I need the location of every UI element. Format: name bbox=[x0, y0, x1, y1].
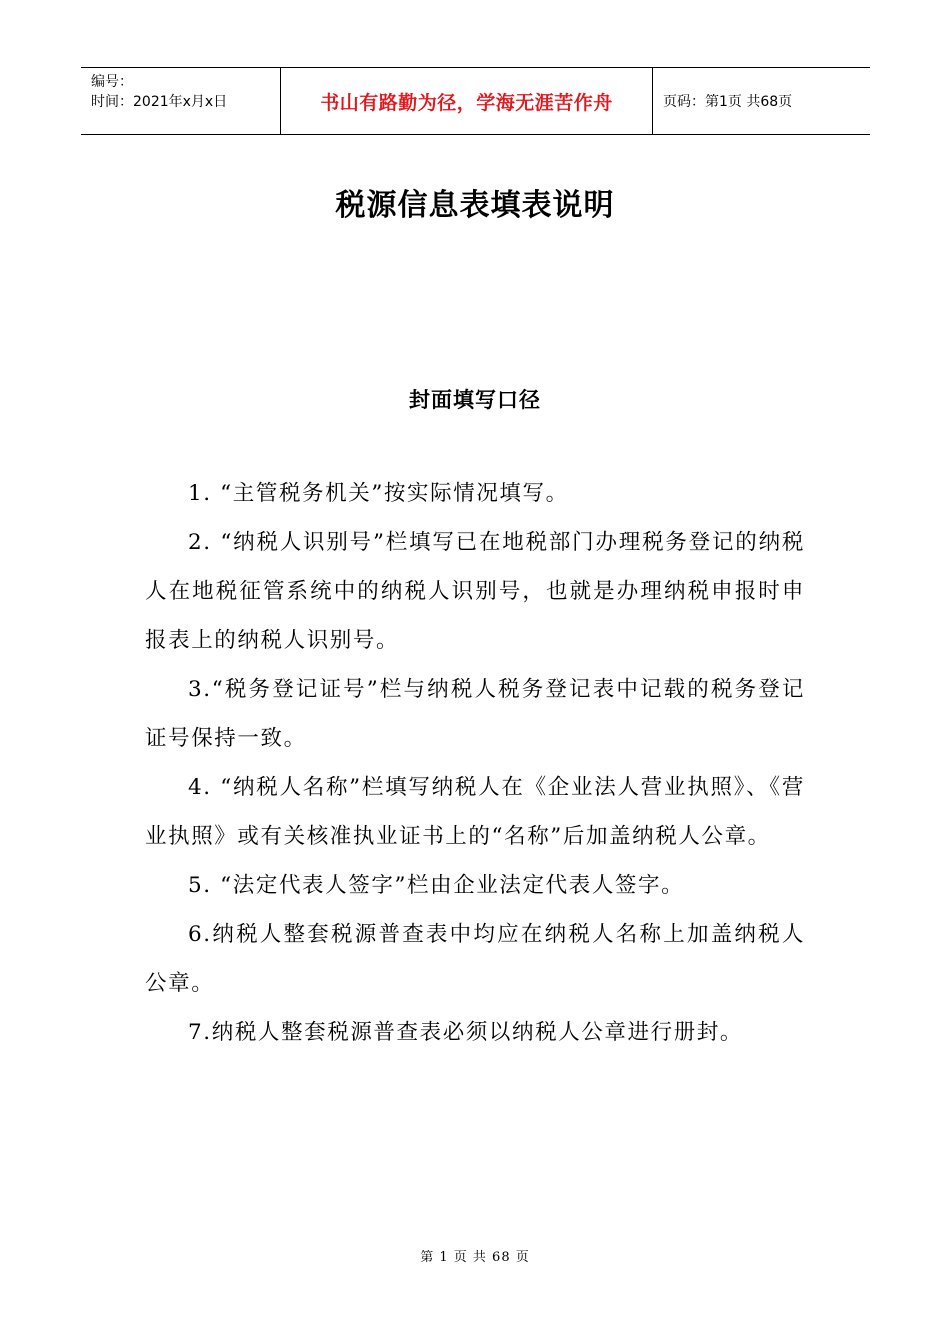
page-header bbox=[81, 67, 870, 135]
paragraph-2: 2. “纳税人识别号”栏填写已在地税部门办理税务登记的纳税人在地税征管系统中的纳税人识别号，也就是办理纳税申报时申报表上的纳税人识别号。 bbox=[145, 530, 805, 653]
header-page-info: 页码：第1页 共68页 bbox=[663, 94, 793, 110]
paragraph-6: 6.纳税人整套税源普查表中均应在纳税人名称上加盖纳税人公章。 bbox=[145, 922, 805, 996]
paragraph-1: 1. “主管税务机关”按实际情况填写。 bbox=[188, 481, 569, 506]
document-title: 税源信息表填表说明 bbox=[335, 188, 615, 223]
document-body bbox=[145, 469, 805, 1057]
header-time-label: 时间：2021年x月x日 bbox=[91, 94, 228, 110]
paragraph-5: 5. “法定代表人签字”栏由企业法定代表人签字。 bbox=[188, 873, 685, 898]
paragraph-4: 4. “纳税人名称”栏填写纳税人在《企业法人营业执照》、《营业执照》或有关核准执业证书上的“名称”后加盖纳税人公章。 bbox=[145, 775, 805, 849]
paragraph-7: 7.纳税人整套税源普查表必须以纳税人公章进行册封。 bbox=[188, 1020, 744, 1045]
header-motto: 书山有路勤为径，学海无涯苦作舟 bbox=[281, 68, 653, 134]
section-title: 封面填写口径 bbox=[409, 387, 541, 412]
paragraph-3: 3.“税务登记证号”栏与纳税人税务登记表中记载的税务登记证号保持一致。 bbox=[145, 677, 805, 751]
header-meta-cell bbox=[81, 68, 281, 134]
header-number-label: 编号： bbox=[91, 74, 133, 90]
page-footer: 第 1 页 共 68 页 bbox=[420, 1250, 530, 1265]
